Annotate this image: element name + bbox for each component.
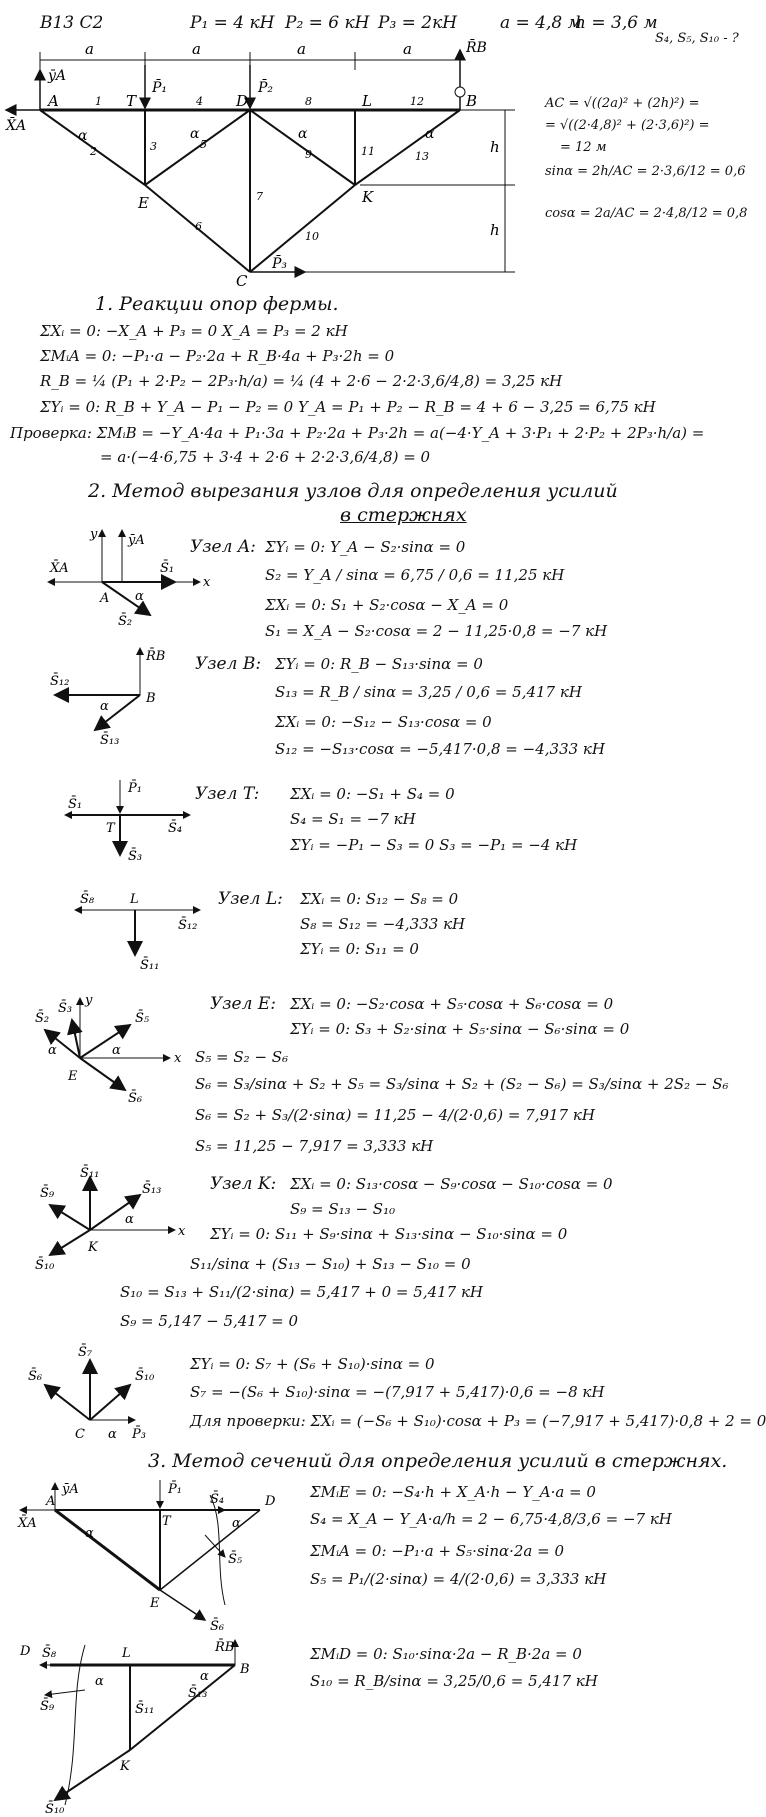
svg-text:S̄₁: S̄₁	[160, 561, 175, 576]
node-k: K	[362, 188, 374, 206]
svg-text:D: D	[20, 1644, 31, 1659]
svg-text:S̄₄: S̄₄	[210, 1492, 225, 1507]
force-ya: ȳA	[48, 68, 67, 84]
svg-text:L: L	[122, 1646, 131, 1661]
node-a-label: Узел A:	[190, 537, 256, 557]
svg-text:α: α	[100, 699, 109, 714]
node-k-diagram	[30, 1165, 190, 1275]
svg-text:X̄A: X̄A	[50, 561, 69, 576]
svg-text:T: T	[106, 821, 115, 836]
svg-text:B: B	[146, 691, 156, 706]
bar-7: 7	[256, 190, 263, 203]
node-t: T	[126, 92, 137, 110]
svg-text:S̄₁₀: S̄₁₀	[45, 1802, 65, 1817]
svg-text:ȳA: ȳA	[62, 1482, 79, 1497]
section2-title-2: в стержнях	[340, 504, 467, 526]
svg-text:α: α	[135, 589, 144, 604]
svg-text:α: α	[125, 1212, 134, 1227]
svg-text:α: α	[200, 1669, 209, 1684]
svg-text:R̄B: R̄B	[215, 1640, 235, 1655]
svg-text:A: A	[46, 1494, 56, 1509]
node-e: E	[138, 194, 149, 212]
svg-text:S̄₁₀: S̄₁₀	[135, 1369, 155, 1384]
svg-text:T: T	[162, 1514, 171, 1529]
geom-line-1: AC = √((2a)² + (2h)²) =	[545, 96, 700, 111]
svg-text:K: K	[120, 1759, 130, 1774]
node-t-label: Узел T:	[195, 784, 260, 804]
svg-text:α: α	[232, 1516, 241, 1531]
svg-text:A: A	[100, 591, 110, 606]
svg-text:E: E	[150, 1596, 160, 1611]
svg-text:P̄₁: P̄₁	[168, 1482, 182, 1497]
dim-h-2: h	[490, 221, 500, 239]
bar-11: 11	[361, 145, 375, 158]
given-h: h = 3,6 м	[575, 13, 658, 33]
node-b: B	[466, 92, 478, 110]
given-p3: P₃ = 2кН	[378, 13, 458, 33]
svg-text:S̄₉: S̄₉	[40, 1186, 55, 1201]
svg-text:x: x	[174, 1051, 182, 1066]
svg-text:S̄₈: S̄₈	[42, 1646, 57, 1661]
given-p2: P₂ = 6 кН	[285, 13, 370, 33]
dim-a-4: a	[403, 40, 412, 58]
svg-text:S̄₁₃: S̄₁₃	[188, 1686, 208, 1701]
node-b-label: Узел B:	[195, 654, 262, 674]
section-cut1-diagram	[10, 1475, 300, 1635]
alpha-4: α	[425, 126, 435, 142]
svg-text:S̄₄: S̄₄	[168, 821, 183, 836]
svg-text:L: L	[130, 892, 139, 907]
node-l-diagram	[70, 885, 210, 975]
node-e-diagram	[30, 990, 190, 1110]
svg-text:P̄₃: P̄₃	[132, 1427, 146, 1442]
svg-text:S̄₆: S̄₆	[210, 1619, 225, 1634]
svg-text:x: x	[203, 575, 211, 590]
svg-text:D: D	[265, 1494, 276, 1509]
geom-line-4: sinα = 2h/AC = 2·3,6/12 = 0,6	[545, 164, 746, 179]
svg-text:S̄₅: S̄₅	[228, 1552, 243, 1567]
node-d: D	[236, 92, 249, 110]
svg-text:S̄₅: S̄₅	[135, 1011, 150, 1026]
svg-text:S̄₆: S̄₆	[28, 1369, 43, 1384]
solution-sheet: В13 С2 P₁ = 4 кН P₂ = 6 кН P₃ = 2кН a = 4,8 м h = 3,6 м S₄, S₅, S₁₀ - ? a a a a h h ȳA X̄A P̄₁ P̄₂ R̄B P̄₃ A T D L B E K C 1 2 3 4 5 6 7 8 9 10 11 12 13 α α α α AC = √((2a)² + (2h)²) = = √((2·4,8)² + (2·3,6)²) = = 12 м sinα = 2h/AC = 2·3,6/12 = 0,6 cosα = 2a/AC = 2·4,8/12 = 0,8 1. Реакции опор фермы. ΣXᵢ = 0: −X_A + P₃ = 0 X_A = P₃ = 2 кН ΣMᵢA = 0: −P₁·a − P₂·2a + R_B·4a + P₃·2h = 0 R_B = ¼ (P₁ + 2·P₂ − 2P₃·h/a) = ¼ (4 + 2·6 − 2·2·3,6/4,8) = 3,25 кН ΣYᵢ = 0: R_B + Y_A − P₁ − P₂ = 0 Y_A = P₁ + P₂ − R_B = 4 + 6 − 3,25 = 6,75 кН Проверка: ΣMᵢB = −Y_A·4a + P₁·3a + P₂·2a + P₃·2h = a(−4·Y_A + 3·P₁ + 2·P₂ + 2P₃·h/a) = = a·(−4·6,75 + 3·4 + 2·6 + 2·2·3,6/4,8) = 0 2. Метод вырезания узлов для определения усилий в стержнях y ȳA X̄A S̄₁ x A α S̄₂ Узел A: ΣYᵢ = 0: Y_A − S₂·sinα = 0 S₂ = Y_A / sinα = 6,75 / 0,6 = 11,25 кН ΣXᵢ = 0: S₁ + S₂·cosα − X_A = 0 S₁ = X_A − S₂·cosα = 2 − 11,25·0,8 = −7 кН R̄B S̄₁₂ B α S̄₁₃ Узел B: ΣYᵢ = 0: R_B − S₁₃·sinα = 0 S₁₃ = R_B / sinα = 3,25 / 0,6 = 5,417 кН ΣXᵢ = 0: −S₁₂ − S₁₃·cosα = 0 S₁₂ = −S₁₃·cosα = −5,417·0,8 = −4,333 кН P̄₁ S̄₁ S̄₄ T S̄₃ Узел T: ΣXᵢ = 0: −S₁ + S₄ = 0 S₄ = S₁ = −7 кН ΣYᵢ = −P₁ − S₃ = 0 S₃ = −P₁ = −4 кН S̄₈ L S̄₁₂ S̄₁₁ Узел L: ΣXᵢ = 0: S₁₂ − S₈ = 0 S₈ = S₁₂ = −4,333 кН ΣYᵢ = 0: S₁₁ = 0 y S̄₂ S̄₃ S̄₅ x E α α S̄₆ Узел E: ΣXᵢ = 0: −S₂·cosα + S₅·cosα + S₆·cosα = 0 ΣYᵢ = 0: S₃ + S₂·sinα + S₅·sinα − S₆·sinα = 0 S₅ = S₂ − S₆ S₆ = S₃/sinα + S₂ + S₅ = S₃/sinα + S₂ + (S₂ − S₆) = S₃/sinα + 2S₂ − S₆ S₆ = S₂ + S₃/(2·sinα) = 11,25 − 4/(2·0,6) = 7,917 кН S₅ = 11,25 − 7,917 = 3,333 кН S̄₁₁ S̄₉ S̄₁₃ x K α S̄₁₀ Узел K: ΣXᵢ = 0: S₁₃·cosα − S₉·cosα − S₁₀·cosα = 0 S₉ = S₁₃ − S₁₀ ΣYᵢ = 0: S₁₁ + S₉·sinα + S₁₃·sinα − S₁₀·sinα = 0 S₁₁/sinα + (S₁₃ − S₁₀) + S₁₃ − S₁₀ = 0 S₁₀ = S₁₃ + S₁₁/(2·sinα) = 5,417 + 0 = 5,417 кН S₉ = 5,147 − 5,417 = 0 S̄₇ S̄₆ S̄₁₀ C α P̄₃ ΣYᵢ = 0: S₇ + (S₆ + S₁₀)·sinα = 0 S₇ = −(S₆ + S₁₀)·sinα = −(7,917 + 5,417)·0,6 = −8 кН Для проверки: ΣXᵢ = (−S₆ + S₁₀)·cosα + P₃ = (−7,917 + 5,417)·0,8 + 2 = 0 3. Метод сечений для определения усилий в стержнях. ȳA X̄A A P̄₁ S̄₄ D T S̄₅ S̄₆ E α α ΣMᵢE = 0: −S₄·h + X_A·h − Y_A·a = 0 S₄ = X_A − Y_A·a/h = 2 − 6,75·4,8/3,6 = −7 кН ΣMᵢA = 0: −P₁·a + S₅·sinα·2a = 0 S₅ = P₁/(2·sinα) = 4/(2·0,6) = 3,333 кН D S̄₈ L R̄B B S̄₉ S̄₁₁ S̄₁₃ K S̄₁₀ α α ΣMᵢD = 0: S₁₀·sinα·2a − R_B·2a = 0 S₁₀ = R_B/sinα = 3,25/0,6 = 5,417 кН	[0, 0, 720, 1817]
geom-line-3: = 12 м	[560, 140, 607, 155]
bar-4: 4	[196, 95, 203, 108]
s1-line-4: ΣYᵢ = 0: R_B + Y_A − P₁ − P₂ = 0 Y_A = P₁ + P₂ − R_B = 4 + 6 − 3,25 = 6,75 кН	[40, 398, 656, 416]
alpha-3: α	[298, 126, 308, 142]
svg-text:α: α	[85, 1526, 94, 1541]
bar-3: 3	[150, 140, 157, 153]
geom-line-2: = √((2·4,8)² + (2·3,6)²) =	[545, 118, 710, 133]
svg-text:S̄₁₂: S̄₁₂	[50, 674, 70, 689]
s1-line-1: ΣXᵢ = 0: −X_A + P₃ = 0 X_A = P₃ = 2 кН	[40, 322, 348, 340]
svg-text:S̄₇: S̄₇	[78, 1345, 93, 1360]
svg-text:ȳA: ȳA	[128, 533, 145, 548]
node-e-label: Узел E:	[210, 994, 276, 1014]
force-xa: X̄A	[6, 118, 27, 134]
node-t-diagram	[60, 770, 200, 870]
node-a: A	[48, 92, 59, 110]
dim-a-1: a	[85, 40, 94, 58]
svg-text:S̄₁₃: S̄₁₃	[142, 1182, 162, 1197]
svg-text:S̄₁₁: S̄₁₁	[140, 958, 160, 973]
s1-line-5: Проверка: ΣMᵢB = −Y_A·4a + P₁·3a + P₂·2a + P₃·2h = a(−4·Y_A + 3·P₁ + 2·P₂ + 2P₃·h/a) =	[10, 424, 705, 442]
section2-title: 2. Метод вырезания узлов для определения усилий	[88, 480, 618, 502]
dim-a-2: a	[192, 40, 201, 58]
bar-1: 1	[95, 95, 102, 108]
bar-10: 10	[305, 230, 319, 243]
bar-13: 13	[415, 150, 429, 163]
s1-line-6: = a·(−4·6,75 + 3·4 + 2·6 + 2·2·3,6/4,8) = 0	[100, 448, 431, 466]
svg-text:S̄₂: S̄₂	[118, 614, 133, 629]
force-rb: R̄B	[466, 40, 487, 56]
truss-diagram	[0, 30, 520, 290]
svg-text:K: K	[88, 1240, 98, 1255]
svg-text:S̄₁₂: S̄₁₂	[178, 918, 198, 933]
node-l-label: Узел L:	[218, 889, 283, 909]
s1-line-2: ΣMᵢA = 0: −P₁·a − P₂·2a + R_B·4a + P₃·2h = 0	[40, 347, 395, 365]
svg-text:S̄₁: S̄₁	[68, 797, 83, 812]
dim-h-1: h	[490, 138, 500, 156]
svg-text:S̄₁₀: S̄₁₀	[35, 1258, 55, 1273]
section3-title: 3. Метод сечений для определения усилий в стержнях.	[148, 1450, 728, 1472]
svg-text:S̄₈: S̄₈	[80, 892, 95, 907]
s1-line-3: R_B = ¼ (P₁ + 2·P₂ − 2P₃·h/a) = ¼ (4 + 2·6 − 2·2·3,6/4,8) = 3,25 кН	[40, 372, 563, 390]
svg-text:E: E	[68, 1069, 78, 1084]
bar-6: 6	[195, 220, 202, 233]
alpha-1: α	[78, 128, 88, 144]
svg-text:P̄₁: P̄₁	[128, 781, 142, 796]
svg-text:α: α	[108, 1427, 117, 1442]
svg-text:y: y	[85, 993, 93, 1008]
force-p3: P̄₃	[272, 256, 288, 272]
svg-text:α: α	[112, 1043, 121, 1058]
node-c: C	[236, 272, 248, 290]
find-label: S₄, S₅, S₁₀ - ?	[655, 31, 739, 46]
svg-text:C: C	[75, 1427, 85, 1442]
svg-text:S̄₂: S̄₂	[35, 1011, 50, 1026]
node-b-diagram	[40, 640, 180, 750]
node-k-label: Узел K:	[210, 1174, 277, 1194]
svg-text:α: α	[48, 1043, 57, 1058]
bar-9: 9	[305, 148, 312, 161]
svg-text:y: y	[90, 527, 98, 542]
svg-text:X̄A: X̄A	[18, 1516, 37, 1531]
alpha-2: α	[190, 126, 200, 142]
svg-text:α: α	[95, 1674, 104, 1689]
force-p1: P̄₁	[152, 80, 168, 96]
svg-text:S̄₃: S̄₃	[128, 849, 143, 864]
node-c-diagram	[20, 1340, 180, 1450]
given-p1: P₁ = 4 кН	[190, 13, 275, 33]
variant-label: В13 С2	[40, 13, 104, 33]
bar-8: 8	[305, 95, 312, 108]
dim-a-3: a	[297, 40, 306, 58]
geom-line-5: cosα = 2a/AC = 2·4,8/12 = 0,8	[545, 206, 748, 221]
svg-text:S̄₁₁: S̄₁₁	[80, 1166, 100, 1181]
svg-text:S̄₃: S̄₃	[58, 1001, 73, 1016]
svg-text:S̄₆: S̄₆	[128, 1091, 143, 1106]
svg-text:S̄₁₃: S̄₁₃	[100, 733, 120, 748]
svg-text:x: x	[178, 1224, 186, 1239]
bar-5: 5	[200, 138, 207, 151]
svg-text:S̄₁₁: S̄₁₁	[135, 1702, 155, 1717]
node-l: L	[362, 92, 372, 110]
svg-text:S̄₉: S̄₉	[40, 1699, 55, 1714]
svg-text:R̄B: R̄B	[146, 649, 166, 664]
section-cut2-diagram	[10, 1635, 270, 1815]
bar-12: 12	[410, 95, 424, 108]
given-a: a = 4,8 м	[500, 13, 582, 33]
svg-text:B: B	[240, 1662, 250, 1677]
bar-2: 2	[90, 145, 97, 158]
section1-title: 1. Реакции опор фермы.	[95, 293, 339, 315]
force-p2: P̄₂	[258, 80, 274, 96]
